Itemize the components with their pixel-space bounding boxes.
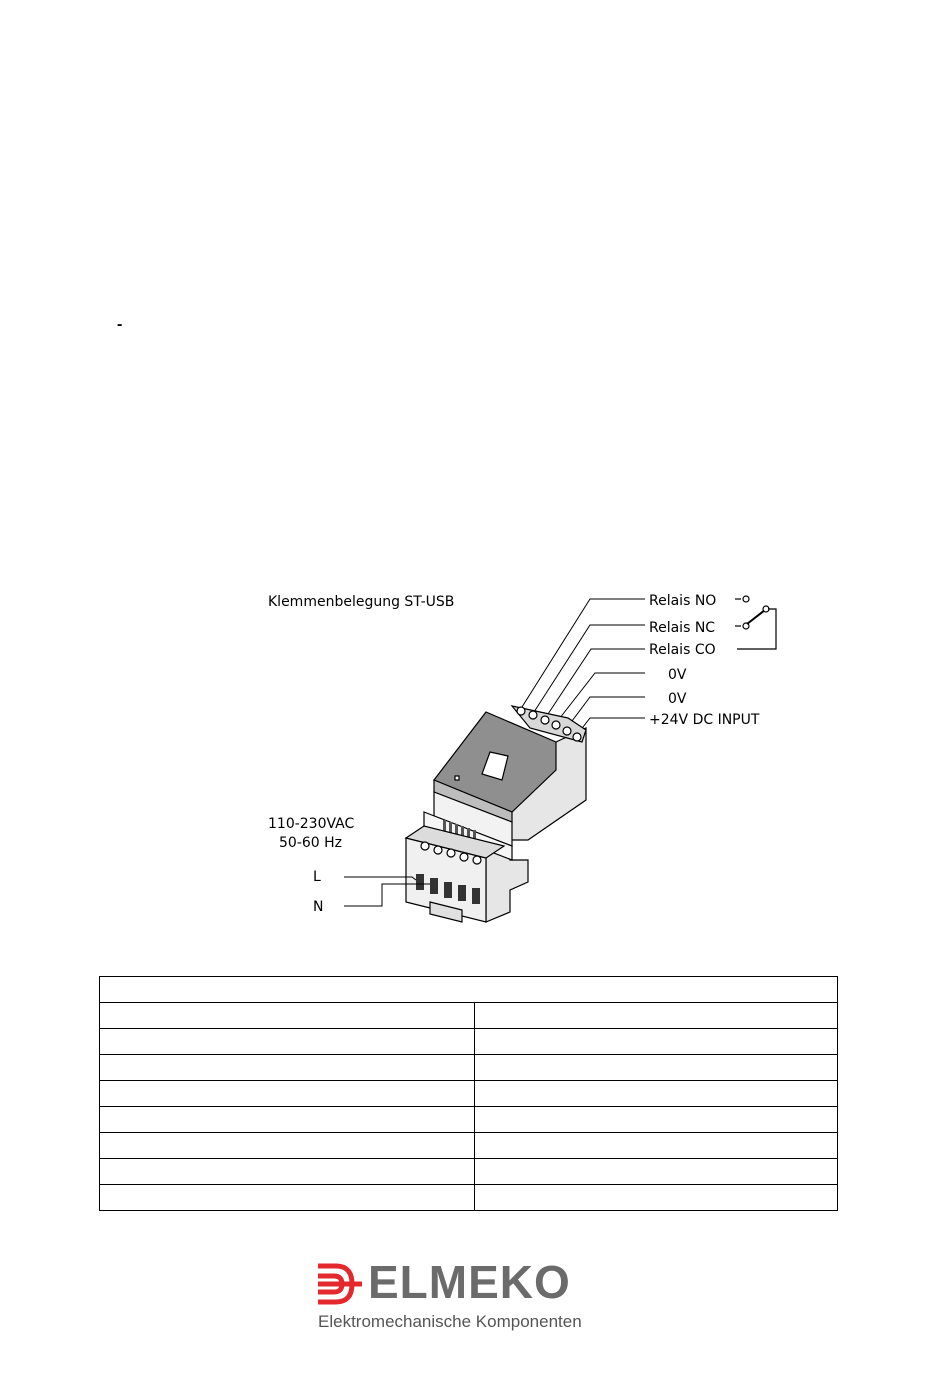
terminal-label-relais-co: Relais CO: [649, 642, 716, 658]
table-row: [100, 1107, 838, 1133]
table-cell: [475, 1107, 838, 1133]
logo-brand-text: ELMEKO: [368, 1256, 571, 1308]
terminal-label-relais-no: Relais NO: [649, 593, 717, 609]
table-row: [100, 1133, 838, 1159]
table-cell: [100, 1185, 475, 1211]
table-row: [100, 1029, 838, 1055]
table-cell: [100, 1081, 475, 1107]
table-cell: [475, 1003, 838, 1029]
terminal-label-0v-a: 0V: [668, 667, 687, 683]
table-cell: [100, 1107, 475, 1133]
neutral-terminal-label: N: [313, 899, 324, 915]
table-cell: [100, 1029, 475, 1055]
device-module: [406, 706, 586, 922]
terminal-diagram: [0, 570, 950, 940]
terminal-label-0v-b: 0V: [668, 691, 687, 707]
supply-voltage-label: 110-230VAC: [268, 816, 355, 832]
table-header-row: [100, 977, 838, 1003]
logo-mark-icon: [316, 1258, 368, 1310]
table-row: [100, 1003, 838, 1029]
diagram-title: Klemmenbelegung ST-USB: [268, 594, 455, 610]
logo-tagline: Elektromechanische Komponenten: [318, 1312, 582, 1331]
table-header-cell: [100, 977, 838, 1003]
table-cell: [100, 1055, 475, 1081]
table-row: [100, 1159, 838, 1185]
table-cell: [475, 1029, 838, 1055]
dash-marker: -: [117, 316, 123, 333]
relay-switch-symbol: [735, 596, 776, 649]
table-row: [100, 1055, 838, 1081]
spec-table: [99, 976, 838, 1211]
elmeko-logo: [316, 1256, 626, 1336]
table-row: [100, 1081, 838, 1107]
terminal-label-24v-input: +24V DC INPUT: [649, 712, 760, 728]
table-row: [100, 1185, 838, 1211]
table-cell: [100, 1133, 475, 1159]
table-cell: [100, 1003, 475, 1029]
terminal-label-relais-nc: Relais NC: [649, 620, 716, 636]
table-cell: [475, 1159, 838, 1185]
line-terminal-label: L: [313, 869, 321, 885]
table-cell: [475, 1055, 838, 1081]
supply-frequency-label: 50-60 Hz: [279, 835, 343, 851]
table-cell: [475, 1185, 838, 1211]
table-cell: [475, 1081, 838, 1107]
table-cell: [475, 1133, 838, 1159]
table-cell: [100, 1159, 475, 1185]
